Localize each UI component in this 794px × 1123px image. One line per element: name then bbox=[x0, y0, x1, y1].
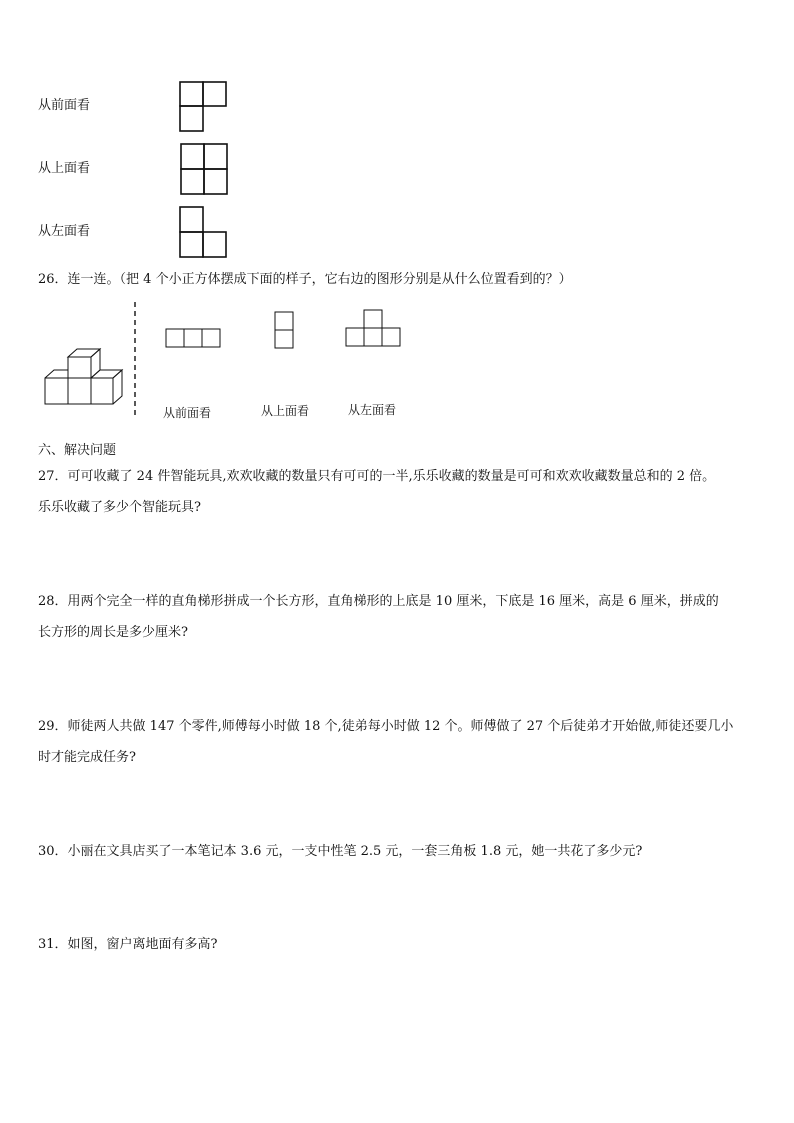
top-view-figure bbox=[179, 142, 231, 198]
view-option-two-stack bbox=[273, 310, 297, 350]
question-27-line2: 乐乐收藏了多少个智能玩具? bbox=[38, 500, 201, 515]
view-label-front: 从前面看 bbox=[38, 98, 91, 113]
view-label-top: 从上面看 bbox=[38, 161, 91, 176]
q26-label-left: 从左面看 bbox=[348, 403, 397, 417]
question-30-text: 30．小丽在文具店买了一本笔记本 3.6 元，一支中性笔 2.5 元，一套三角板 1.8 元，她一共花了多少元? bbox=[38, 844, 643, 859]
front-view-figure bbox=[178, 80, 230, 134]
section-title: 六、解决问题 bbox=[38, 443, 117, 458]
view-option-t-shape bbox=[344, 308, 404, 350]
question-28-line2: 长方形的周长是多少厘米? bbox=[38, 625, 188, 640]
view-option-three-row bbox=[164, 327, 224, 350]
question-28-line1: 28．用两个完全一样的直角梯形拼成一个长方形，直角梯形的上底是 10 厘米，下底是 16 厘米，高是 6 厘米，拼成的 bbox=[38, 594, 719, 609]
question-27-line1: 27．可可收藏了 24 件智能玩具,欢欢收藏的数量只有可可的一半,乐乐收藏的数量是可可和欢欢收藏数量总和的 2 倍。 bbox=[38, 469, 716, 484]
q26-label-top: 从上面看 bbox=[261, 404, 310, 418]
question-29-line1: 29．师徒两人共做 147 个零件,师傅每小时做 18 个,徒弟每小时做 12 个。师傅做了 27 个后徒弟才开始做,师徒还要几小 bbox=[38, 719, 734, 734]
view-label-left: 从左面看 bbox=[38, 224, 91, 239]
q26-label-front: 从前面看 bbox=[163, 406, 212, 420]
dashed-separator bbox=[131, 300, 139, 420]
question-26-text: 26．连一连。（把 4 个小正方体摆成下面的样子，它右边的图形分别是从什么位置看到的？） bbox=[38, 272, 572, 287]
question-29-line2: 时才能完成任务? bbox=[38, 750, 136, 765]
left-view-figure bbox=[178, 205, 232, 261]
question-31-text: 31．如图，窗户离地面有多高? bbox=[38, 937, 218, 952]
cube-stack-figure bbox=[40, 343, 126, 409]
